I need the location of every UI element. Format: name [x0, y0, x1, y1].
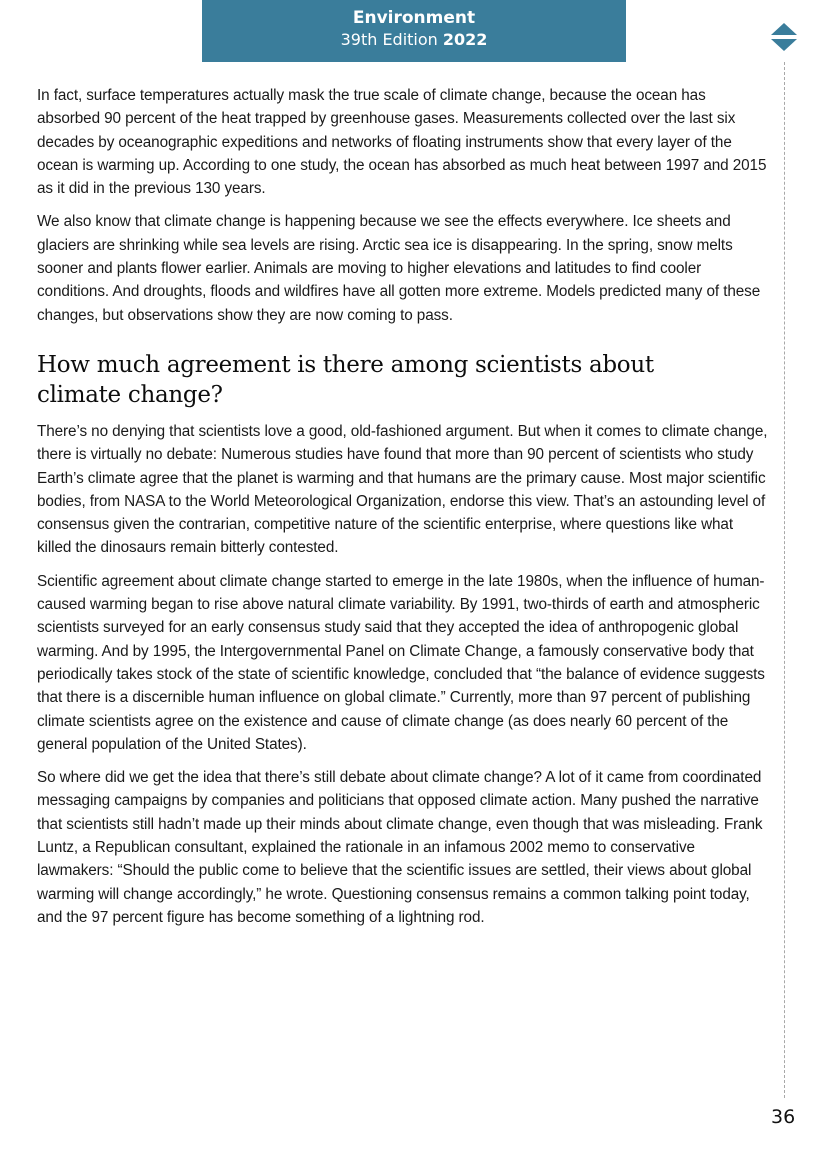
paragraph: In fact, surface temperatures actually mask the true scale of climate change, because the ocean has absorbed 90 percent of the heat trapped by greenhouse gases. Measurements collected over the last six decades by oceanographic expeditions and networks of floating instruments show that every layer of the ocean is warming up. According to one study, the ocean has absorbed as much heat between 1997 and 2015 as it did in the previous 130 years. [37, 87, 767, 198]
page-nav-arrows [771, 23, 799, 53]
triangle-up-icon[interactable] [771, 23, 797, 35]
margin-dashed-divider [784, 62, 785, 1098]
triangle-down-icon[interactable] [771, 39, 797, 51]
edition-year: 2022 [442, 30, 488, 49]
article-body [37, 84, 769, 939]
paragraph: There’s no denying that scientists love a good, old-fashioned argument. But when it comes to climate change, there is virtually no debate: Numerous studies have found that more than 90 percent of scientists who study Earth’s climate agree that the planet is warming and that humans are the primary cause. Most major scientific bodies, from NASA to the World Meteorological Organization, endorse this view. That’s an astounding level of consensus given the contrarian, competitive nature of the scientific enterprise, where questions like what killed the dinosaurs remain bitterly contested. [37, 422, 768, 557]
paragraph: So where did we get the idea that there’s still debate about climate change? A lot of it came from coordinated messaging campaigns by companies and politicians that opposed climate action. Many pushed the narrative that scientists still hadn’t made up their minds about climate change, even though that was misleading. Frank Luntz, a Republican consultant, explained the rationale in an infamous 2002 memo to conservative lawmakers: “Should the public come to believe that the scientific issues are settled, their views about global warming will change accordingly,” he wrote. Questioning consensus remains a common talking point today, and the 97 percent figure has become something of a lightning rod. [37, 769, 763, 926]
publication-title: Environment [352, 8, 476, 28]
edition-line [202, 29, 626, 51]
paragraph: We also know that climate change is happening because we see the effects everywhere. Ice sheets and glaciers are shrinking while sea levels are rising. Arctic sea ice is disappearing. In the spring, snow melts sooner and plants flower earlier. Animals are moving to higher elevations and latitudes to find cooler conditions. And droughts, floods and wildfires have all gotten more extreme. Models predicted many of these changes, but observations show they are now coming to pass. [37, 213, 761, 324]
header-banner [202, 0, 626, 62]
page-number: 36 [771, 1106, 796, 1128]
paragraph: Scientific agreement about climate change started to emerge in the late 1980s, when the influence of human-caused warming began to rise above natural climate variability. By 1991, two-thirds of earth and atmospheric scientists surveyed for an early consensus study said that they accepted the idea of anthropogenic global warming. And by 1995, the Intergovernmental Panel on Climate Change, a famously conservative body that periodically takes stock of the state of scientific knowledge, concluded that “the balance of evidence suggests that there is a discernible human influence on global climate.” Currently, more than 97 percent of publishing climate scientists agree on the existence and cause of climate change (as does nearly 60 percent of the general population of the United States). [37, 572, 765, 753]
edition-label: 39th Edition [340, 30, 443, 49]
section-heading: How much agreement is there among scientists about climate change? [37, 351, 654, 408]
